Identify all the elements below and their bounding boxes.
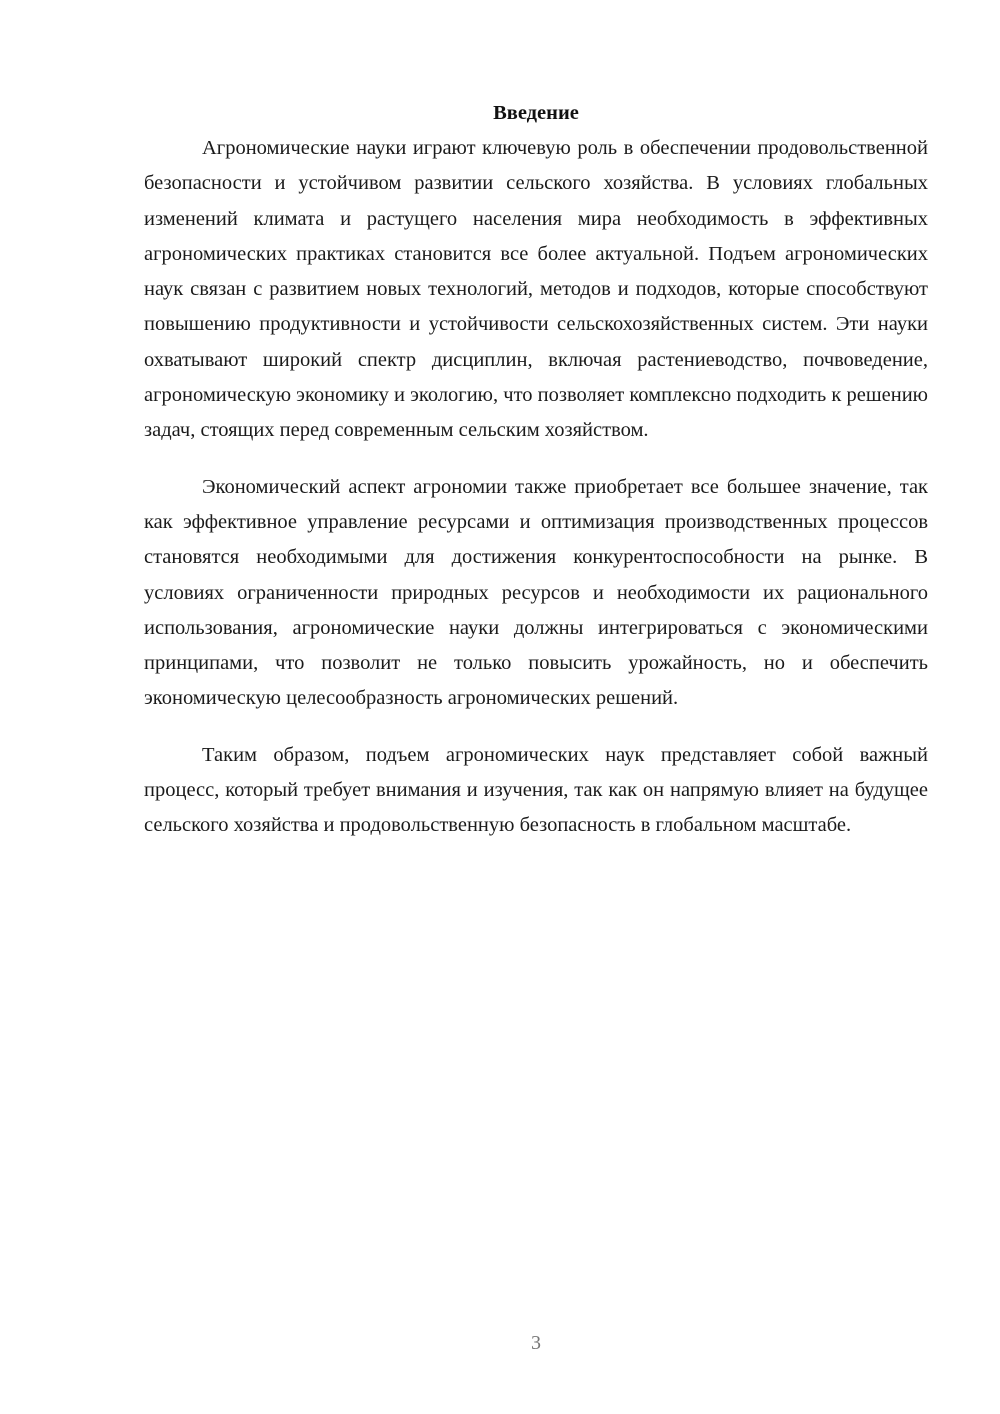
section-title: Введение [493, 102, 579, 124]
paragraph-3: Таким образом, подъем агрономических наук представляет собой важный процесс, который требует внимания и изучения, так как он напрямую влияет на будущее сельского хозяйства и продовольственную безопасность в глобальном масштабе. [144, 743, 928, 837]
paragraph-1: Агрономические науки играют ключевую роль в обеспечении продовольственной безопасности и устойчивом развитии сельского хозяйства. В условиях глобальных изменений климата и растущего населения мира необходимость в эффективных агрономических практиках становится все более актуальной. Подъем агрономических наук связан с развитием новых технологий, методов и подходов, которые способствуют повышению продуктивности и устойчивости сельскохозяйственных систем. Эти науки охватывают широкий спектр дисциплин, включая растениеводство, почвоведение, агрономическую экономику и экологию, что позволяет комплексно подходить к решению задач, стоящих перед современным сельским хозяйством. [144, 137, 928, 442]
paragraph-2: Экономический аспект агрономии также приобретает все большее значение, так как эффективное управление ресурсами и оптимизация производственных процессов становятся необходимыми для достижения конкурентоспособности на рынке. В условиях ограниченности природных ресурсов и необходимости их рационального использования, агрономические науки должны интегрироваться с экономическими принципами, что позволит не только повысить урожайность, но и обеспечить экономическую целесообразность агрономических решений. [144, 475, 928, 710]
page-content [144, 96, 928, 844]
page-number: 3 [531, 1332, 541, 1354]
